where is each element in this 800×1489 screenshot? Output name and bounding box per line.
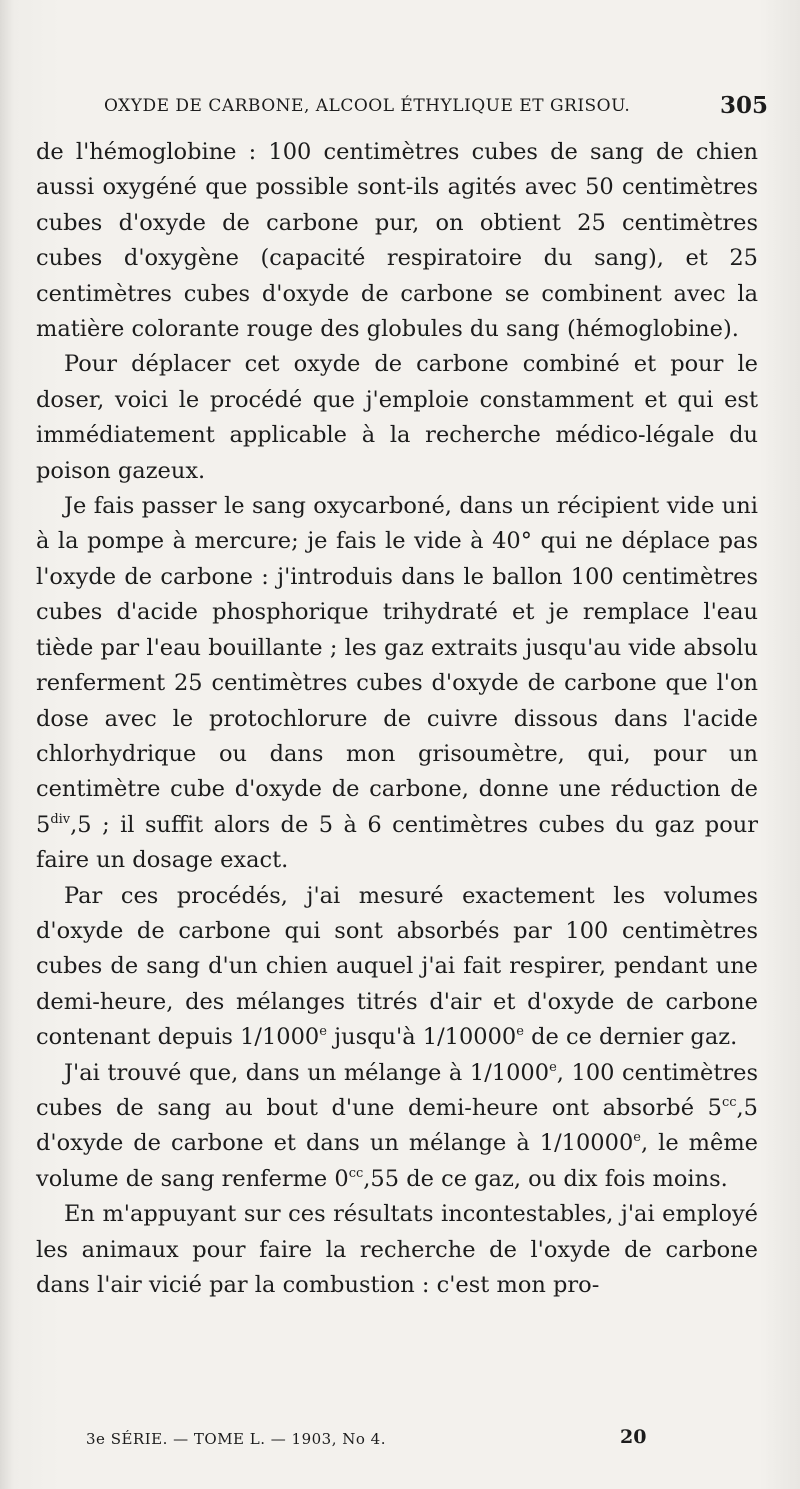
superscript: cc <box>721 1094 737 1110</box>
page-number: 305 <box>719 92 768 119</box>
superscript: cc <box>348 1165 364 1181</box>
running-title: OXYDE DE CARBONE, ALCOOL ÉTHYLIQUE ET GRISOU. <box>104 96 631 116</box>
text-run: Je fais passer le sang oxycarboné, dans un récipient vide uni à la pompe à mercure; je fais le vide à 40 <box>36 493 758 555</box>
paragraph-6 <box>36 1197 758 1303</box>
superscript: e <box>319 1024 327 1040</box>
text-run: ,55 de ce gaz, ou dix fois moins. <box>363 1165 728 1192</box>
superscript: e <box>549 1059 557 1075</box>
text-run: , le même volume de sang renferme 0 <box>36 1130 758 1192</box>
running-header <box>28 94 768 128</box>
text-run: jusqu'à 1/10000 <box>326 1024 517 1051</box>
sheet-number: 20 <box>620 1426 647 1448</box>
text-run: , 100 centimètres cubes de sang au bout d'une demi-heure ont absorbé 5 <box>36 1059 759 1121</box>
footer-signature: 3e SÉRIE. — TOME L. — 1903, No 4. <box>86 1430 386 1448</box>
text-run: Par ces procédés, j'ai mesuré exactement les volumes d'oxyde de carbone qui sont absorbés par 100 centimètres cubes de sang d'un chien auquel j'ai fait respirer, pendant une demi-heure, des mélanges titrés d'air et d'oxyde de carbone contenant depuis 1/1000 <box>36 882 758 1051</box>
text-run: ,5 d'oxyde de carbone et dans un mélange à 1/10000 <box>36 1094 758 1157</box>
text-run: ° qui ne déplace pas l'oxyde de carbone : j'introduis dans le ballon 100 centimètres cubes d'acide phosphorique trihydraté et je remplace l'eau tiède par l'eau bouillante ; les gaz extraits jusqu'au vide absolu renferment 25 centimètres cubes d'oxyde de carbone que l'on dose avec le protochlorure de cuivre dissous dans l'acide chlorhydrique ou dans mon grisoumètre, qui, pour un centimètre cube d'oxyde de carbone, donne une réduction de 5 <box>36 528 758 838</box>
body-text <box>36 135 758 1303</box>
text-run: J'ai trouvé que, dans un mélange à 1/1000 <box>64 1059 550 1086</box>
superscript: e <box>633 1130 641 1146</box>
page-footer <box>86 1426 686 1460</box>
text-run: En m'appuyant sur ces résultats incontestables, j'ai employé les animaux pour faire la recherche de l'oxyde de carbone dans l'air vicié par la combustion : c'est mon pro- <box>36 1201 758 1298</box>
paragraph-1 <box>36 135 758 347</box>
superscript: div <box>50 811 71 827</box>
text-run: Pour déplacer cet oxyde de carbone combiné et pour le doser, voici le procédé que j'emploie constamment et qui est immédiatement applicable à la recherche médico-légale du poison gazeux. <box>36 351 758 484</box>
paragraph-4 <box>36 879 758 1056</box>
paragraph-5 <box>36 1056 758 1198</box>
text-run: ,5 ; il suffit alors de 5 à 6 centimètres cubes du gaz pour faire un dosage exact. <box>36 811 758 874</box>
paragraph-2 <box>36 347 758 489</box>
superscript: e <box>516 1024 524 1040</box>
text-run: de ce dernier gaz. <box>523 1024 738 1051</box>
text-run: de l'hémoglobine : 100 centimètres cubes de sang de chien aussi oxygéné que possible sont-ils agités avec 50 centimètres cubes d'oxyde de carbone pur, on obtient 25 centimètres cubes d'oxygène (capacité respiratoire du sang), et 25 centimètres cubes d'oxyde de carbone se combinent avec la matière colorante rouge des globules du sang (hémoglobine). <box>36 139 758 343</box>
paragraph-3 <box>36 489 758 878</box>
